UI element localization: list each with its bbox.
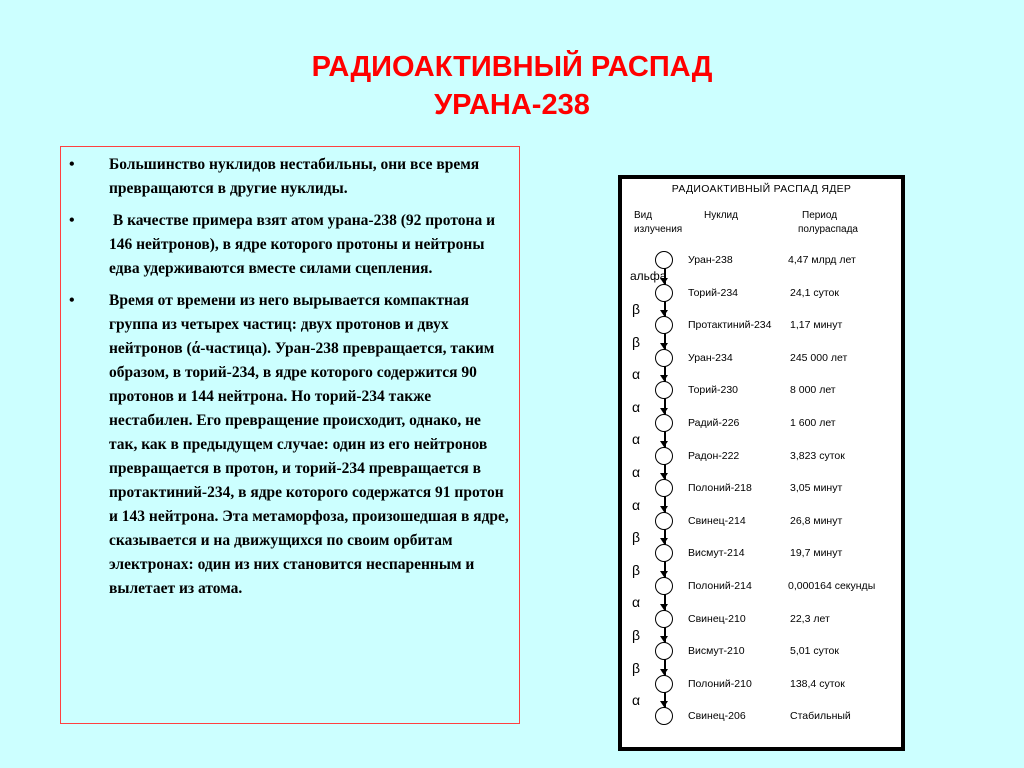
nuclide-label: Радон-222: [688, 449, 740, 462]
halflife-value: 19,7 минут: [790, 547, 843, 560]
halflife-value: 1 600 лет: [790, 417, 836, 429]
bullet-text-3: Время от времени из него вырывается компактная группа из четырех частиц: двух протонов и двух нейтронов (ά-частица). Уран-238 превращается, таким образом, в торий-234, в ядре которого содержится 90 протонов и 144 нейтрона. Но торий-234 также нестабилен. Его превращение происходит, однако, не так, как в предыдущем случае: один из его нейтронов превращается в протон, и торий-234 превращается в протактиний-234, в ядре которого содержатся 91 протон и 143 нейтрона. Эта метаморфоза, произошедшая в ядре, сказывается и на движущихся по своим орбитам электронах: один из них становится неспаренным и вылетает из атома.: [109, 292, 509, 597]
nuclide-node: [655, 349, 673, 367]
emission-type: α: [632, 692, 641, 709]
bullet-item-2: [61, 209, 519, 281]
halflife-value: 138,4 суток: [790, 677, 845, 690]
nuclide-label: Полоний-210: [688, 677, 752, 690]
text-box: [60, 146, 520, 724]
header-emission-line1: Вид: [634, 210, 653, 221]
header-halflife-line1: Период: [802, 210, 838, 221]
nuclide-label: Торий-234: [688, 286, 739, 299]
nuclide-node: [655, 675, 673, 693]
nuclide-node: [655, 479, 673, 497]
halflife-value: 8 000 лет: [790, 384, 836, 397]
figure-title: РАДИОАКТИВНЫЙ РАСПАД ЯДЕР: [671, 183, 852, 195]
nuclide-label: Висмут-214: [688, 547, 745, 560]
decay-arrow-icon: [660, 343, 668, 349]
nuclide-label: Свинец-206: [688, 710, 746, 723]
header-nuclide: Нуклид: [704, 210, 738, 221]
nuclide-label: Висмут-210: [688, 645, 745, 658]
emission-type: α: [632, 496, 641, 513]
bullet-item-1: [61, 153, 519, 201]
emission-type: β: [632, 529, 641, 546]
emission-type: α: [632, 398, 641, 415]
nuclide-label: Уран-234: [688, 351, 733, 364]
nuclide-node: [655, 512, 673, 530]
decay-arrow-icon: [660, 441, 668, 447]
decay-chain-panel: [622, 179, 901, 747]
halflife-value: Стабильный: [790, 710, 851, 723]
slide-title: [0, 48, 1024, 124]
emission-type: β: [632, 626, 641, 643]
decay-chain-figure: [618, 175, 905, 751]
emission-type: альфа: [630, 269, 667, 284]
halflife-value: 5,01 суток: [790, 645, 839, 658]
bullet-item-3: [61, 289, 519, 601]
halflife-value: 245 000 лет: [790, 351, 848, 364]
nuclide-node: [655, 381, 673, 399]
header-halflife-line2: полураспада: [798, 224, 858, 235]
halflife-value: 24,1 суток: [790, 286, 839, 299]
bullet-icon: •: [69, 156, 75, 173]
nuclide-label: Свинец-210: [688, 612, 746, 625]
nuclide-node: [655, 707, 673, 725]
halflife-value: 1,17 минут: [790, 319, 843, 332]
nuclide-node: [655, 610, 673, 628]
bullet-icon: •: [69, 212, 75, 229]
halflife-value: 4,47 млрд лет: [788, 254, 856, 266]
bullet-list: [61, 153, 519, 609]
nuclide-node: [655, 544, 673, 562]
bullet-text-1: Большинство нуклидов нестабильны, они все время превращаются в другие нуклиды.: [109, 156, 480, 197]
emission-type: β: [632, 300, 641, 317]
bullet-text-2: В качестве примера взят атом урана-238 (92 протона и 146 нейтронов), в ядре которого протоны и нейтроны едва удерживаются вместе силами сцепления.: [109, 212, 499, 277]
header-emission-line2: излучения: [634, 224, 683, 235]
nuclide-node: [655, 414, 673, 432]
nuclide-node: [655, 447, 673, 465]
decay-arrow-icon: [660, 604, 668, 610]
nuclide-label: Полоний-218: [688, 482, 752, 495]
nuclide-label: Свинец-214: [688, 514, 746, 527]
emission-type: α: [632, 594, 641, 611]
emission-type: β: [632, 561, 641, 578]
nuclide-label: Торий-230: [688, 384, 739, 397]
halflife-value: 0,000164 секунды: [788, 580, 876, 592]
nuclide-label: Протактиний-234: [688, 319, 772, 332]
nuclide-node: [655, 642, 673, 660]
bullet-icon: •: [69, 292, 75, 309]
header-emission: [634, 209, 682, 237]
halflife-value: 3,05 минут: [790, 482, 843, 495]
slide-title-line2: УРАНА-238: [434, 89, 590, 121]
emission-type: α: [632, 431, 641, 448]
decay-arrow-icon: [660, 669, 668, 675]
nuclide-label: Уран-238: [688, 254, 733, 266]
nuclide-label: Полоний-214: [688, 580, 752, 592]
nuclide-node: [655, 577, 673, 595]
halflife-value: 3,823 суток: [790, 449, 845, 462]
halflife-value: 22,3 лет: [790, 612, 830, 625]
nuclide-label: Радий-226: [688, 417, 740, 429]
emission-type: α: [632, 463, 641, 480]
nuclide-node: [655, 316, 673, 334]
emission-type: α: [632, 366, 641, 383]
emission-type: β: [632, 333, 641, 350]
decay-arrow-icon: [660, 506, 668, 512]
nuclide-node: [655, 284, 673, 302]
slide-title-line1: РАДИОАКТИВНЫЙ РАСПАД: [311, 51, 713, 83]
halflife-value: 26,8 минут: [790, 514, 843, 527]
emission-type: β: [632, 659, 641, 676]
header-halflife: [798, 209, 858, 237]
nuclide-node: [655, 251, 673, 269]
